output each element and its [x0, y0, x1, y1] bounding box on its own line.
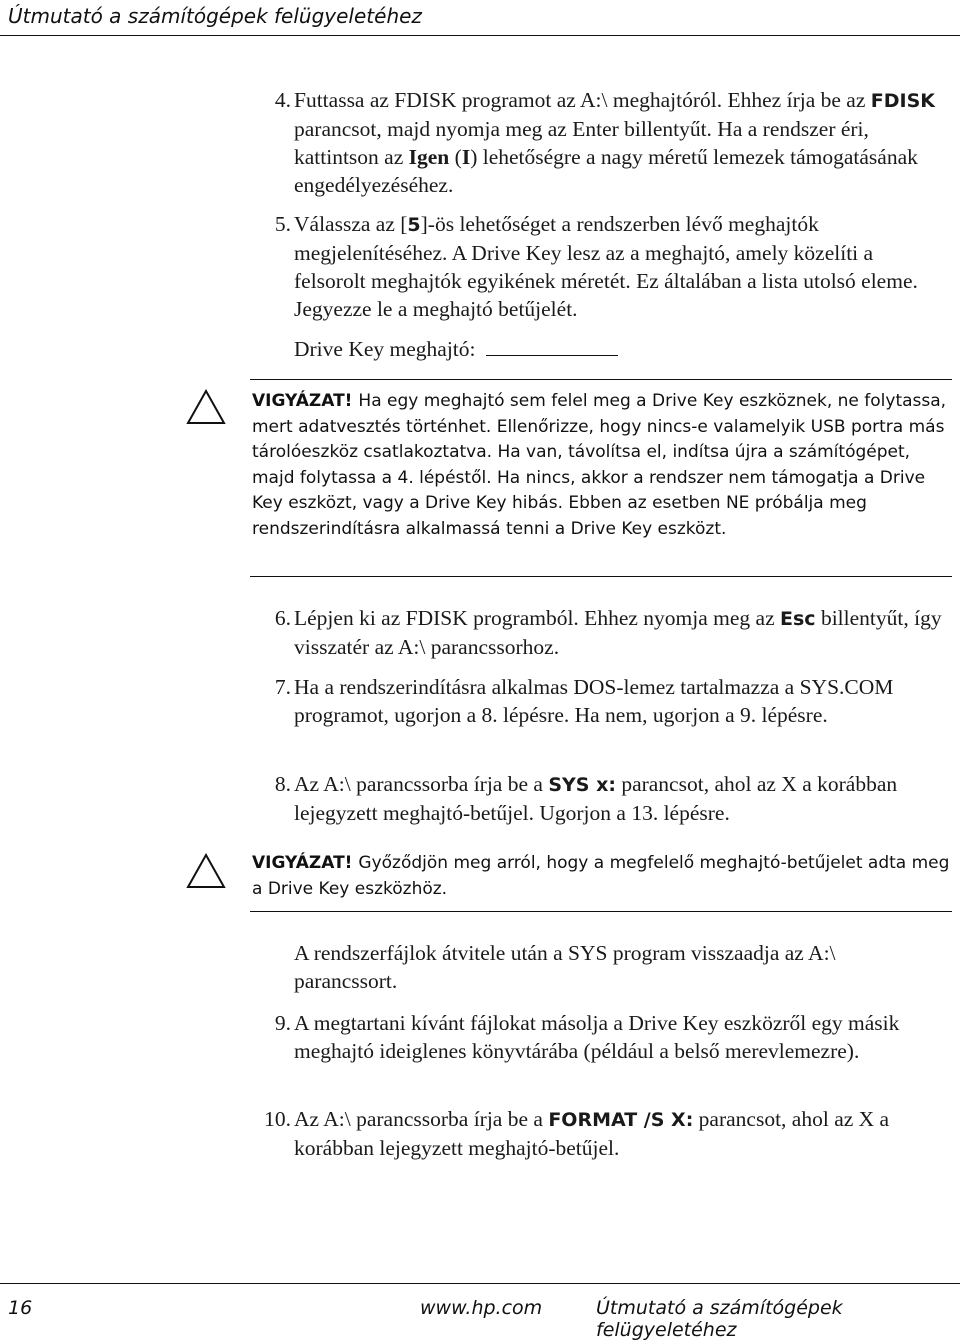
drive-key-field-label: Drive Key meghajtó:: [294, 337, 476, 361]
step-5: [257, 210, 947, 363]
step-text: Futtassa az FDISK programot az A:\ meghajtóról. Ehhez írja be az FDISK parancsot, majd nyomja meg az Enter billentyűt. Ha a rendszer éri, kattintson az Igen (I) lehetőségre a nagy méretű lemezek támogatásának engedélyezéséhez.: [294, 88, 935, 197]
yes-option-key: I: [461, 145, 471, 169]
drive-letter-blank: [486, 355, 618, 356]
caution-icon: [186, 389, 226, 425]
step-number: 6.: [274, 606, 291, 630]
caution-box: [252, 851, 952, 902]
caution-text: Ha egy meghajtó sem felel meg a Drive Key eszköznek, ne folytassa, mert adatvesztés történhet. Ellenőrizze, hogy nincs-e valamelyik USB portra más tárolóeszköz csatlakoztatva. Ha van, távolítsa el, indítsa újra a számítógépet, majd folytassa a 4. lépéstől. Ha nincs, akkor a rendszer nem támogatja a Drive Key eszközt, vagy a Drive Key hibás. Ebben az esetben NE próbálja meg rendszerindításra alkalmassá tenni a Drive Key eszközt.: [252, 391, 947, 539]
step-9: [257, 1009, 947, 1065]
step-number: 5.: [274, 212, 291, 236]
yes-option: Igen: [408, 145, 450, 169]
footer-title: Útmutató a számítógépek felügyeletéhez: [596, 1297, 843, 1341]
caution-text: Győződjön meg arról, hogy a megfelelő meghajtó-betűjelet adta meg a Drive Key eszközhöz.: [252, 853, 950, 899]
caution-icon: [186, 853, 226, 889]
step-text: Válassza az [5]-ös lehetőséget a rendszerben lévő meghajtók megjelenítéséhez. A Drive Key lesz az a meghajtó, amely közelíti a felsorolt meghajtók egyikének méretét. Ez általában a lista utolsó eleme. Jegyezze le a meghajtó betűjelét.: [294, 212, 918, 321]
step-4: [257, 86, 947, 199]
footer-rule: [0, 1283, 960, 1284]
caution-top-rule: [250, 379, 952, 380]
sys-result-note: A rendszerfájlok átvitele után a SYS program visszaadja az A:\ parancssort.: [294, 941, 836, 993]
step-number: 10.: [264, 1107, 291, 1131]
step-number: 4.: [274, 88, 291, 112]
step-text: Ha a rendszerindításra alkalmas DOS-lemez tartalmazza a SYS.COM programot, ugorjon a 8. lépésre. Ha nem, ugorjon a 9. lépésre.: [294, 675, 894, 727]
option-key: 5: [407, 214, 421, 236]
caution-label: VIGYÁZAT!: [252, 853, 353, 873]
step-text: Az A:\ parancssorba írja be a SYS x: parancsot, ahol az X a korábban lejegyzett meghajtó-betűjel. Ugorjon a 13. lépésre.: [294, 772, 898, 825]
drive-key-field: [294, 335, 947, 363]
running-header: Útmutató a számítógépek felügyeletéhez: [8, 4, 422, 28]
step-text: A megtartani kívánt fájlokat másolja a Drive Key eszközről egy másik meghajtó ideiglenes könyvtárába (például a belső merevlemezre).: [294, 1011, 900, 1063]
step-number: 9.: [274, 1011, 291, 1035]
step-number: 8.: [274, 772, 291, 796]
page-number: 16: [8, 1297, 33, 1319]
fdisk-command: FDISK: [870, 90, 935, 112]
footer-url: www.hp.com: [420, 1297, 543, 1319]
caution-label: VIGYÁZAT!: [252, 391, 353, 411]
format-command: FORMAT /S X:: [548, 1109, 694, 1131]
step-text: Lépjen ki az FDISK programból. Ehhez nyomja meg az Esc billentyűt, így visszatér az A:\ parancssorhoz.: [294, 606, 942, 659]
step-number: 7.: [274, 675, 291, 699]
caution-bottom-rule: [250, 576, 952, 577]
caution-bottom-rule: [250, 911, 952, 912]
step-6: [257, 604, 947, 661]
caution-box: [252, 389, 952, 542]
header-rule: [0, 35, 960, 36]
step-8: [257, 770, 947, 827]
sys-command: SYS x:: [548, 774, 616, 796]
step-10: [257, 1105, 947, 1162]
esc-key: Esc: [780, 608, 816, 630]
step-7: [257, 673, 947, 729]
step-text: Az A:\ parancssorba írja be a FORMAT /S X: parancsot, ahol az X a korábban lejegyzett meghajtó-betűjel.: [294, 1107, 890, 1160]
